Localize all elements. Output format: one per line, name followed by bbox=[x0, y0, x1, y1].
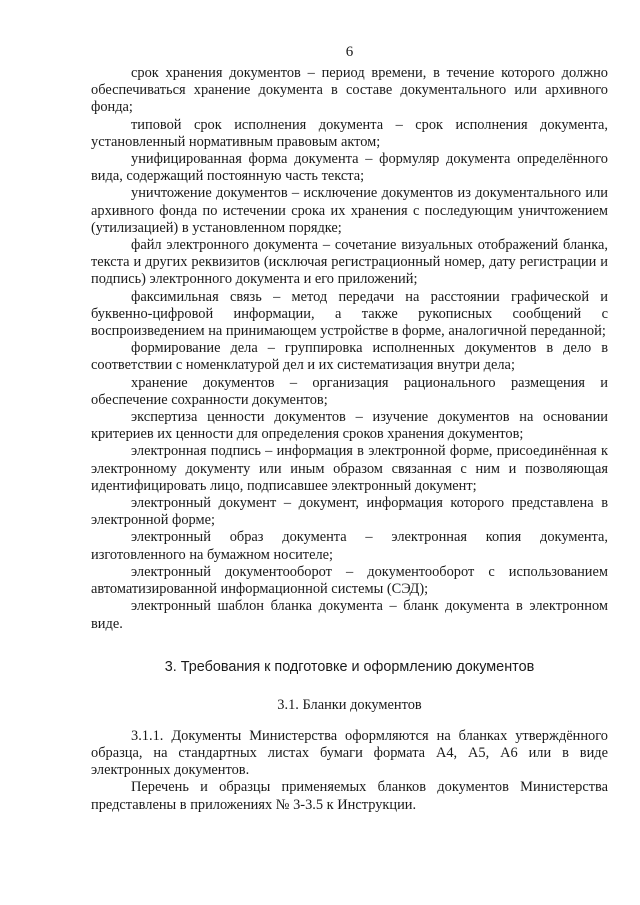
definitions-list bbox=[91, 65, 608, 633]
definition-electronic-workflow: электронный документооборот – документооборот с использованием автоматизированной информационной системы (СЭД); bbox=[91, 563, 608, 598]
paragraph-3-1-1: 3.1.1. Документы Министерства оформляются на бланках утверждённого образца, на стандартных листах бумаги формата А4, А5, А6 или в виде электронных документов. bbox=[91, 727, 608, 779]
paragraph-blank-list: Перечень и образцы применяемых бланков документов Министерства представлены в приложениях № 3-3.5 к Инструкции. bbox=[91, 779, 608, 813]
definition-destruction: уничтожение документов – исключение документов из документального или архивного фонда по истечении срока их хранения с последующим уничтожением (утилизацией) в установленном порядке; bbox=[91, 185, 608, 236]
definition-electronic-document-file: файл электронного документа – сочетание визуальных отображений бланка, текста и других реквизитов (исключая регистрационный номер, дату регистрации и подпись) электронного документа и его приложений; bbox=[91, 237, 608, 288]
definition-fax: факсимильная связь – метод передачи на расстоянии графической и буквенно-цифровой информации, а также рукописных сообщений с воспроизведением на принимающем устройстве в форме, аналогичной переданной; bbox=[91, 288, 608, 340]
definition-value-expertise: экспертиза ценности документов – изучение документов на основании критериев их ценности для определения сроков хранения документов; bbox=[91, 409, 608, 443]
subsection-heading: 3.1. Бланки документов bbox=[277, 696, 422, 713]
section-body bbox=[91, 728, 608, 814]
definition-electronic-document: электронный документ – документ, информация которого представлена в электронной форме; bbox=[91, 495, 608, 529]
definition-file-formation: формирование дела – группировка исполненных документов в дело в соответствии с номенклатурой дел и их систематизация внутри дела; bbox=[91, 340, 608, 374]
definition-electronic-template: электронный шаблон бланка документа – бланк документа в электронном виде. bbox=[91, 598, 608, 632]
definition-unified-form: унифицированная форма документа – формуляр документа определённого вида, содержащий постоянную часть текста; bbox=[91, 151, 608, 185]
section-heading: 3. Требования к подготовке и оформлению документов bbox=[164, 658, 535, 675]
definition-electronic-image: электронный образ документа – электронная копия документа, изготовленного на бумажном носителе; bbox=[91, 529, 608, 563]
definition-storage-period: срок хранения документов – период времени, в течение которого должно обеспечиваться хранение документа в составе документального или архивного фонда; bbox=[91, 65, 608, 116]
definition-storage: хранение документов – организация рационального размещения и обеспечение сохранности документов; bbox=[91, 374, 608, 408]
page-number: 6 bbox=[345, 44, 354, 60]
definition-standard-execution-period: типовой срок исполнения документа – срок исполнения документа, установленный нормативным правовым актом; bbox=[91, 116, 608, 150]
definition-electronic-signature: электронная подпись – информация в электронной форме, присоединённая к электронному документу или иным образом связанная с ним и позволяющая идентифицировать лицо, подписавшее электронный документ; bbox=[91, 443, 608, 494]
